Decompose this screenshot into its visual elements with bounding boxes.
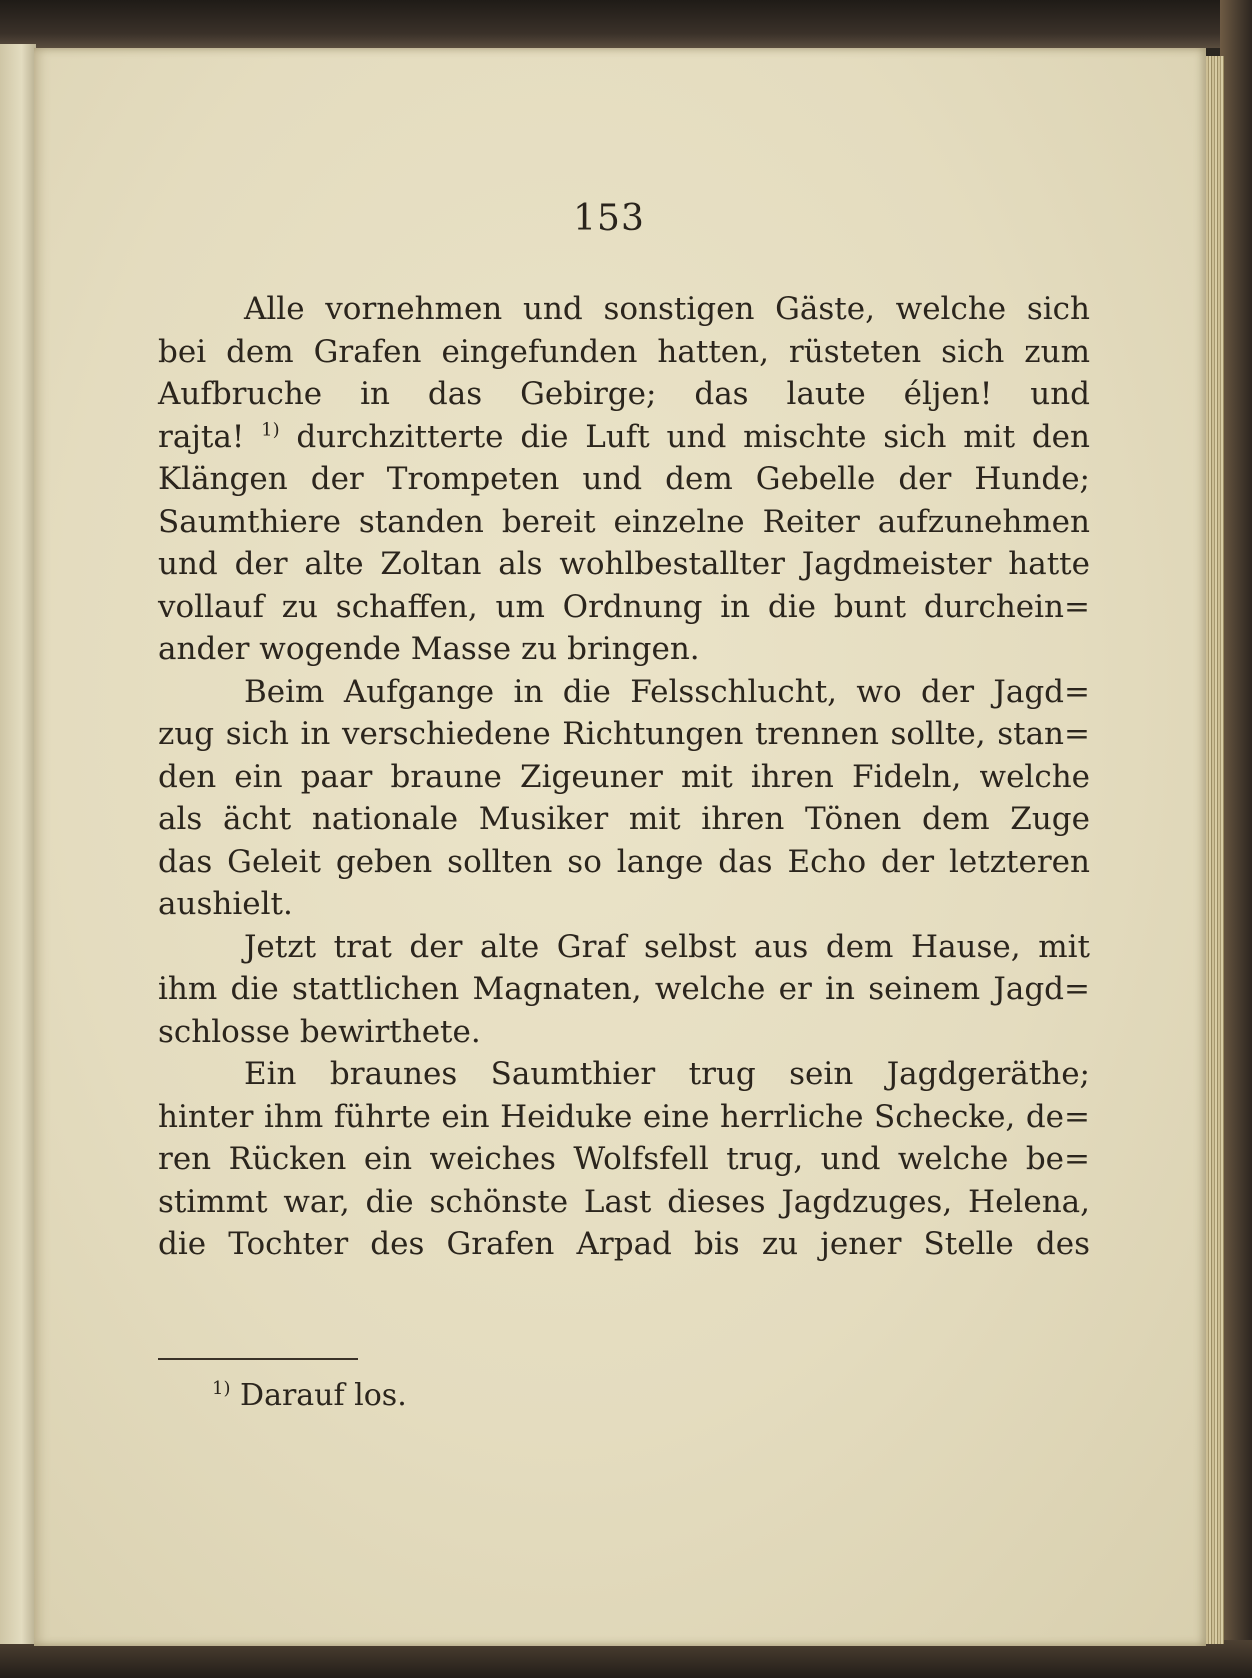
book-page [34, 48, 1206, 1646]
text-line: stimmt war, die schönste Last dieses Jagdzuges, Helena, [158, 1183, 1090, 1220]
text-line: zug sich in verschiedene Richtungen trennen sollte, stan= [158, 716, 1090, 752]
text-line: ander wogende Masse zu bringen. [158, 631, 700, 667]
text-line: Alle vornehmen und sonstigen Gäste, welche sich [244, 291, 1090, 327]
facing-page-edge [0, 44, 36, 1644]
text-line: vollauf zu schaffen, um Ordnung in die bunt durchein= [158, 588, 1090, 625]
text-line: den ein paar braune Zigeuner mit ihren Fideln, welche [158, 758, 1090, 795]
footnote [212, 1378, 407, 1413]
text-line: und der alte Zoltan als wohlbestallter Jagdmeister hatte [158, 546, 1090, 582]
text-line [158, 416, 1090, 459]
footnote-rule [158, 1358, 358, 1360]
text-line-rest: durchzitterte die Luft und mischte sich mit den [279, 418, 1090, 455]
footnote-text: Darauf los. [230, 1378, 407, 1413]
binding-right-edge [1220, 0, 1252, 1678]
text-line: Saumthiere standen bereit einzelne Reiter aufzunehmen [158, 503, 1090, 540]
text-line: Jetzt trat der alte Graf selbst aus dem Hause, mit [244, 928, 1090, 965]
text-line: die Tochter des Grafen Arpad bis zu jener Stelle des [158, 1226, 1090, 1262]
text-line: ren Rücken ein weiches Wolfsfell trug, und welche be= [158, 1141, 1090, 1177]
text-line: bei dem Grafen eingefunden hatten, rüsteten sich zum [158, 333, 1090, 370]
text-line: schlosse bewirthete. [158, 1013, 481, 1050]
footnote-reference: 1) [261, 419, 280, 441]
text-line: ihm die stattlichen Magnaten, welche er in seinem Jagd= [158, 971, 1090, 1007]
page-number: 153 [573, 198, 645, 239]
text-line: das Geleit geben sollten so lange das Echo der letzteren [158, 843, 1090, 880]
text-line: Aufbruche in das Gebirge; das laute éljen! und [158, 376, 1090, 412]
binding-top-edge [0, 0, 1252, 48]
text-line: Klängen der Trompeten und dem Gebelle der Hunde; [158, 461, 1090, 497]
text-line-start: rajta! [158, 418, 262, 455]
text-line: Ein braunes Saumthier trug sein Jagdgeräthe; [244, 1056, 1090, 1092]
body-text [158, 288, 1090, 1266]
text-line: aushielt. [158, 886, 293, 922]
text-line: als ächt nationale Musiker mit ihren Tönen dem Zuge [158, 801, 1090, 837]
text-line: Beim Aufgange in die Felsschlucht, wo der Jagd= [244, 673, 1090, 710]
footnote-marker: 1) [212, 1378, 231, 1399]
text-line: hinter ihm führte ein Heiduke eine herrliche Schecke, de= [158, 1098, 1090, 1135]
